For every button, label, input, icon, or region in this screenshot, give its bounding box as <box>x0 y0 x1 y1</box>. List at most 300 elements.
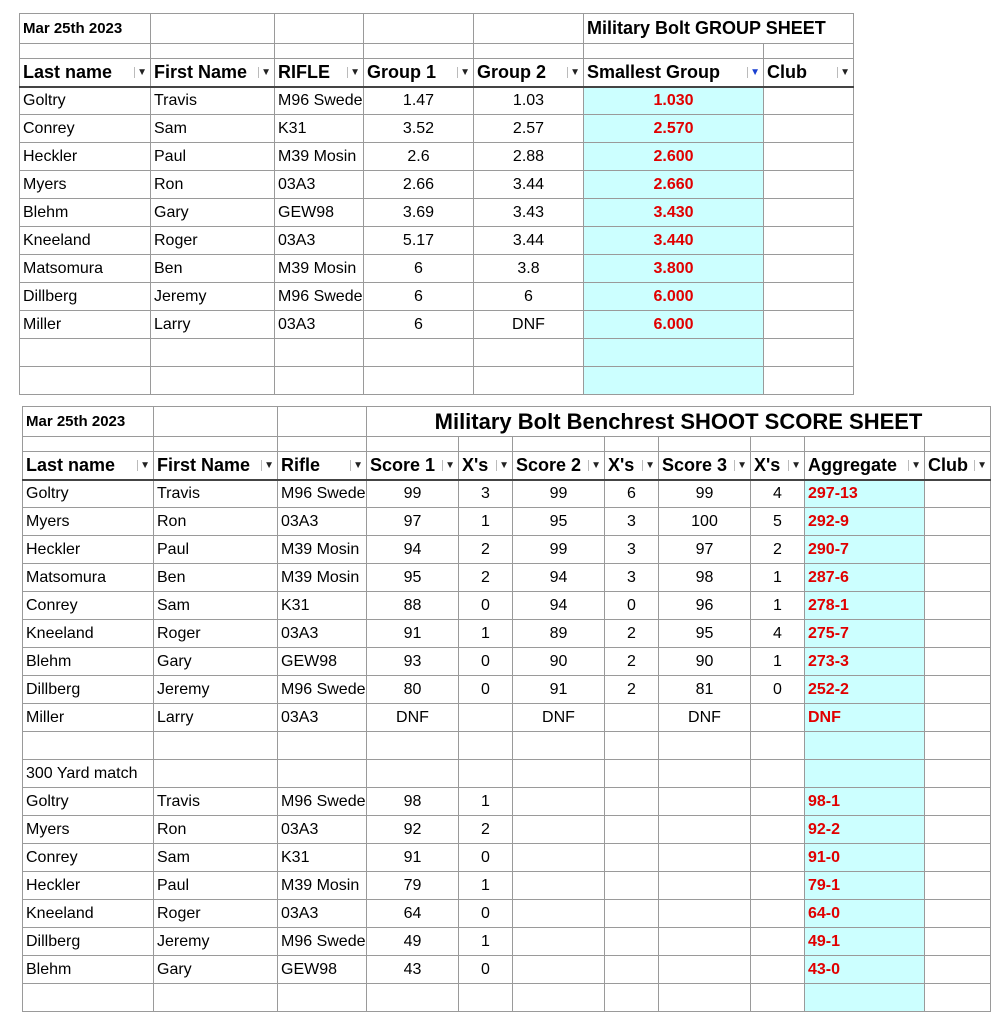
score-1-cell[interactable]: 49 <box>367 928 459 956</box>
filter-dropdown-icon[interactable]: ▼ <box>974 460 987 471</box>
x-1-cell[interactable]: 0 <box>459 592 513 620</box>
filter-dropdown-icon[interactable]: ▼ <box>837 67 850 78</box>
column-header-last-name[interactable]: Last name ▼ <box>20 59 151 87</box>
last-name-cell[interactable]: Goltry <box>20 87 151 115</box>
sort-active-dropdown-icon[interactable]: ▼ <box>747 67 760 78</box>
empty-cell[interactable] <box>925 956 991 984</box>
smallest-group-cell[interactable]: 6.000 <box>584 311 764 339</box>
group-1-cell[interactable]: 6 <box>364 311 474 339</box>
empty-cell[interactable] <box>805 984 925 1012</box>
empty-cell[interactable] <box>154 760 278 788</box>
last-name-cell[interactable]: Myers <box>20 171 151 199</box>
club-cell[interactable] <box>925 648 991 676</box>
aggregate-cell[interactable]: 43-0 <box>805 956 925 984</box>
aggregate-cell[interactable]: 252-2 <box>805 676 925 704</box>
first-name-cell[interactable]: Ben <box>151 255 275 283</box>
empty-cell[interactable] <box>513 732 605 760</box>
first-name-cell[interactable]: Gary <box>154 956 278 984</box>
group-2-cell[interactable]: 3.43 <box>474 199 584 227</box>
last-name-cell[interactable]: Myers <box>23 508 154 536</box>
rifle-cell[interactable]: M96 Swede <box>278 788 367 816</box>
group-2-cell[interactable]: 6 <box>474 283 584 311</box>
x-1-cell[interactable]: 1 <box>459 620 513 648</box>
last-name-cell[interactable]: Blehm <box>23 648 154 676</box>
score-3-cell[interactable]: 81 <box>659 676 751 704</box>
club-cell[interactable] <box>925 620 991 648</box>
aggregate-cell[interactable]: 98-1 <box>805 788 925 816</box>
empty-cell[interactable] <box>605 900 659 928</box>
empty-cell[interactable] <box>659 732 751 760</box>
group-1-cell[interactable]: 3.52 <box>364 115 474 143</box>
first-name-cell[interactable]: Ben <box>154 564 278 592</box>
empty-cell[interactable] <box>659 816 751 844</box>
empty-cell[interactable] <box>751 900 805 928</box>
empty-cell[interactable] <box>364 339 474 367</box>
score-3-cell[interactable]: 98 <box>659 564 751 592</box>
rifle-cell[interactable]: K31 <box>278 592 367 620</box>
last-name-cell[interactable]: Blehm <box>20 199 151 227</box>
empty-cell[interactable] <box>659 900 751 928</box>
score-1-cell[interactable]: 80 <box>367 676 459 704</box>
empty-cell[interactable] <box>151 367 275 395</box>
club-cell[interactable] <box>764 311 854 339</box>
x-1-cell[interactable]: 3 <box>459 480 513 508</box>
smallest-group-cell[interactable]: 6.000 <box>584 283 764 311</box>
empty-cell[interactable] <box>23 732 154 760</box>
filter-dropdown-icon[interactable]: ▼ <box>258 67 271 78</box>
empty-cell[interactable] <box>364 367 474 395</box>
empty-cell[interactable] <box>474 339 584 367</box>
group-1-cell[interactable]: 5.17 <box>364 227 474 255</box>
first-name-cell[interactable]: Larry <box>154 704 278 732</box>
empty-cell[interactable] <box>20 339 151 367</box>
last-name-cell[interactable]: Heckler <box>20 143 151 171</box>
score-1-cell[interactable]: 95 <box>367 564 459 592</box>
column-header-rifle[interactable]: Rifle ▼ <box>278 452 367 480</box>
group-2-cell[interactable]: 3.8 <box>474 255 584 283</box>
filter-dropdown-icon[interactable]: ▼ <box>567 67 580 78</box>
score-2-cell[interactable]: DNF <box>513 704 605 732</box>
group-1-cell[interactable]: 6 <box>364 255 474 283</box>
score-2-cell[interactable]: 89 <box>513 620 605 648</box>
score-1-cell[interactable]: 91 <box>367 844 459 872</box>
first-name-cell[interactable]: Paul <box>154 872 278 900</box>
score-1-cell[interactable]: 93 <box>367 648 459 676</box>
column-header-score-1[interactable]: Score 1 ▼ <box>367 452 459 480</box>
empty-cell[interactable] <box>20 367 151 395</box>
rifle-cell[interactable]: M39 Mosin <box>278 564 367 592</box>
filter-dropdown-icon[interactable]: ▼ <box>442 460 455 471</box>
empty-cell[interactable] <box>474 367 584 395</box>
last-name-cell[interactable]: Miller <box>23 704 154 732</box>
score-1-cell[interactable]: 64 <box>367 900 459 928</box>
x-1-cell[interactable]: 0 <box>459 676 513 704</box>
empty-cell[interactable] <box>764 339 854 367</box>
x-3-cell[interactable] <box>751 704 805 732</box>
empty-cell[interactable] <box>513 760 605 788</box>
x-1-cell[interactable]: 1 <box>459 508 513 536</box>
empty-cell[interactable] <box>275 339 364 367</box>
last-name-cell[interactable]: Heckler <box>23 872 154 900</box>
rifle-cell[interactable]: M39 Mosin <box>275 255 364 283</box>
first-name-cell[interactable]: Gary <box>151 199 275 227</box>
last-name-cell[interactable]: Kneeland <box>23 900 154 928</box>
x-2-cell[interactable]: 2 <box>605 648 659 676</box>
aggregate-cell[interactable]: 275-7 <box>805 620 925 648</box>
empty-cell[interactable] <box>751 984 805 1012</box>
x-1-cell[interactable]: 1 <box>459 872 513 900</box>
club-cell[interactable] <box>764 199 854 227</box>
first-name-cell[interactable]: Sam <box>154 844 278 872</box>
score-1-cell[interactable]: 91 <box>367 620 459 648</box>
empty-cell[interactable] <box>925 984 991 1012</box>
score-2-cell[interactable]: 99 <box>513 536 605 564</box>
empty-cell[interactable] <box>367 760 459 788</box>
group-1-cell[interactable]: 6 <box>364 283 474 311</box>
score-3-cell[interactable]: 97 <box>659 536 751 564</box>
club-cell[interactable] <box>925 592 991 620</box>
x-1-cell[interactable]: 0 <box>459 900 513 928</box>
empty-cell[interactable] <box>659 844 751 872</box>
club-cell[interactable] <box>764 255 854 283</box>
smallest-group-cell[interactable]: 2.600 <box>584 143 764 171</box>
x-3-cell[interactable]: 2 <box>751 536 805 564</box>
column-header-first-name[interactable]: First Name ▼ <box>154 452 278 480</box>
last-name-cell[interactable]: Conrey <box>23 844 154 872</box>
score-3-cell[interactable]: 90 <box>659 648 751 676</box>
empty-cell[interactable] <box>659 788 751 816</box>
x-1-cell[interactable]: 0 <box>459 844 513 872</box>
rifle-cell[interactable]: M96 Swede <box>278 928 367 956</box>
score-1-cell[interactable]: DNF <box>367 704 459 732</box>
empty-cell[interactable] <box>925 816 991 844</box>
empty-cell[interactable] <box>513 788 605 816</box>
empty-cell[interactable] <box>513 928 605 956</box>
empty-cell[interactable] <box>605 788 659 816</box>
group-2-cell[interactable]: 3.44 <box>474 227 584 255</box>
empty-cell[interactable] <box>805 732 925 760</box>
empty-cell[interactable] <box>151 339 275 367</box>
club-cell[interactable] <box>925 704 991 732</box>
club-cell[interactable] <box>925 676 991 704</box>
club-cell[interactable] <box>925 564 991 592</box>
empty-cell[interactable] <box>751 760 805 788</box>
column-header-group-2[interactable]: Group 2 ▼ <box>474 59 584 87</box>
empty-cell[interactable] <box>805 760 925 788</box>
empty-cell[interactable] <box>605 816 659 844</box>
club-cell[interactable] <box>764 283 854 311</box>
first-name-cell[interactable]: Gary <box>154 648 278 676</box>
group-2-cell[interactable]: 2.88 <box>474 143 584 171</box>
empty-cell[interactable] <box>605 956 659 984</box>
score-1-cell[interactable]: 94 <box>367 536 459 564</box>
filter-dropdown-icon[interactable]: ▼ <box>496 460 509 471</box>
empty-cell[interactable] <box>659 872 751 900</box>
column-header-score-2[interactable]: Score 2 ▼ <box>513 452 605 480</box>
empty-cell[interactable] <box>605 928 659 956</box>
score-3-cell[interactable]: 95 <box>659 620 751 648</box>
empty-cell[interactable] <box>751 732 805 760</box>
rifle-cell[interactable]: M39 Mosin <box>278 536 367 564</box>
empty-cell[interactable] <box>605 984 659 1012</box>
x-3-cell[interactable]: 4 <box>751 480 805 508</box>
empty-cell[interactable] <box>459 732 513 760</box>
score-1-cell[interactable]: 98 <box>367 788 459 816</box>
rifle-cell[interactable]: 03A3 <box>278 704 367 732</box>
score-3-cell[interactable]: 99 <box>659 480 751 508</box>
column-header-rifle[interactable]: RIFLE ▼ <box>275 59 364 87</box>
aggregate-cell[interactable]: 273-3 <box>805 648 925 676</box>
first-name-cell[interactable]: Ron <box>151 171 275 199</box>
score-3-cell[interactable]: 100 <box>659 508 751 536</box>
rifle-cell[interactable]: GEW98 <box>275 199 364 227</box>
aggregate-cell[interactable]: 64-0 <box>805 900 925 928</box>
first-name-cell[interactable]: Jeremy <box>154 928 278 956</box>
empty-cell[interactable] <box>751 928 805 956</box>
empty-cell[interactable] <box>459 984 513 1012</box>
last-name-cell[interactable]: Myers <box>23 816 154 844</box>
score-1-cell[interactable]: 43 <box>367 956 459 984</box>
x-2-cell[interactable] <box>605 704 659 732</box>
column-header-first-name[interactable]: First Name ▼ <box>151 59 275 87</box>
column-header-last-name[interactable]: Last name ▼ <box>23 452 154 480</box>
score-3-cell[interactable]: 96 <box>659 592 751 620</box>
last-name-cell[interactable]: Miller <box>20 311 151 339</box>
score-2-cell[interactable]: 94 <box>513 564 605 592</box>
empty-cell[interactable] <box>659 928 751 956</box>
empty-cell[interactable] <box>605 732 659 760</box>
empty-cell[interactable] <box>751 816 805 844</box>
filter-dropdown-icon[interactable]: ▼ <box>588 460 601 471</box>
column-header-club[interactable]: Club ▼ <box>925 452 991 480</box>
x-3-cell[interactable]: 1 <box>751 564 805 592</box>
x-3-cell[interactable]: 4 <box>751 620 805 648</box>
first-name-cell[interactable]: Paul <box>151 143 275 171</box>
aggregate-cell[interactable]: 79-1 <box>805 872 925 900</box>
rifle-cell[interactable]: K31 <box>278 844 367 872</box>
rifle-cell[interactable]: K31 <box>275 115 364 143</box>
empty-cell[interactable] <box>367 732 459 760</box>
club-cell[interactable] <box>925 480 991 508</box>
club-cell[interactable] <box>764 87 854 115</box>
group-2-cell[interactable]: 3.44 <box>474 171 584 199</box>
x-1-cell[interactable]: 0 <box>459 956 513 984</box>
x-1-cell[interactable]: 1 <box>459 788 513 816</box>
empty-cell[interactable] <box>367 984 459 1012</box>
empty-cell[interactable] <box>513 872 605 900</box>
club-cell[interactable] <box>764 227 854 255</box>
score-1-cell[interactable]: 79 <box>367 872 459 900</box>
first-name-cell[interactable]: Travis <box>154 480 278 508</box>
rifle-cell[interactable]: M39 Mosin <box>278 872 367 900</box>
club-cell[interactable] <box>764 171 854 199</box>
empty-cell[interactable] <box>23 984 154 1012</box>
rifle-cell[interactable]: 03A3 <box>278 508 367 536</box>
empty-cell[interactable] <box>513 844 605 872</box>
club-cell[interactable] <box>925 536 991 564</box>
group-2-cell[interactable]: 2.57 <box>474 115 584 143</box>
x-1-cell[interactable]: 2 <box>459 816 513 844</box>
first-name-cell[interactable]: Roger <box>154 900 278 928</box>
empty-cell[interactable] <box>513 956 605 984</box>
x-3-cell[interactable]: 5 <box>751 508 805 536</box>
first-name-cell[interactable]: Paul <box>154 536 278 564</box>
group-1-cell[interactable]: 2.66 <box>364 171 474 199</box>
empty-cell[interactable] <box>764 367 854 395</box>
last-name-cell[interactable]: Heckler <box>23 536 154 564</box>
column-header-x-1[interactable]: X's ▼ <box>459 452 513 480</box>
column-header-group-1[interactable]: Group 1 ▼ <box>364 59 474 87</box>
score-3-cell[interactable]: DNF <box>659 704 751 732</box>
filter-dropdown-icon[interactable]: ▼ <box>908 460 921 471</box>
last-name-cell[interactable]: Goltry <box>23 788 154 816</box>
first-name-cell[interactable]: Jeremy <box>154 676 278 704</box>
empty-cell[interactable] <box>751 788 805 816</box>
last-name-cell[interactable]: Conrey <box>23 592 154 620</box>
aggregate-cell[interactable]: 49-1 <box>805 928 925 956</box>
last-name-cell[interactable]: Blehm <box>23 956 154 984</box>
empty-cell[interactable] <box>513 816 605 844</box>
x-2-cell[interactable]: 2 <box>605 676 659 704</box>
aggregate-cell[interactable]: 92-2 <box>805 816 925 844</box>
empty-cell[interactable] <box>605 872 659 900</box>
x-3-cell[interactable]: 1 <box>751 592 805 620</box>
empty-cell[interactable] <box>605 760 659 788</box>
rifle-cell[interactable]: 03A3 <box>278 620 367 648</box>
empty-cell[interactable] <box>925 844 991 872</box>
empty-cell[interactable] <box>925 928 991 956</box>
empty-cell[interactable] <box>459 760 513 788</box>
club-cell[interactable] <box>925 508 991 536</box>
x-3-cell[interactable]: 0 <box>751 676 805 704</box>
score-1-cell[interactable]: 88 <box>367 592 459 620</box>
rifle-cell[interactable]: 03A3 <box>275 171 364 199</box>
rifle-cell[interactable]: M96 Swede <box>278 676 367 704</box>
empty-cell[interactable] <box>584 367 764 395</box>
filter-dropdown-icon[interactable]: ▼ <box>734 460 747 471</box>
score-1-cell[interactable]: 99 <box>367 480 459 508</box>
aggregate-cell[interactable]: 287-6 <box>805 564 925 592</box>
first-name-cell[interactable]: Ron <box>154 508 278 536</box>
x-2-cell[interactable]: 3 <box>605 536 659 564</box>
aggregate-cell[interactable]: 290-7 <box>805 536 925 564</box>
empty-cell[interactable] <box>154 732 278 760</box>
empty-cell[interactable] <box>278 760 367 788</box>
club-cell[interactable] <box>764 115 854 143</box>
last-name-cell[interactable]: Goltry <box>23 480 154 508</box>
empty-cell[interactable] <box>278 984 367 1012</box>
x-2-cell[interactable]: 2 <box>605 620 659 648</box>
rifle-cell[interactable]: M96 Swede <box>278 480 367 508</box>
first-name-cell[interactable]: Roger <box>151 227 275 255</box>
aggregate-cell[interactable]: 292-9 <box>805 508 925 536</box>
empty-cell[interactable] <box>275 367 364 395</box>
column-header-aggregate[interactable]: Aggregate ▼ <box>805 452 925 480</box>
rifle-cell[interactable]: 03A3 <box>275 311 364 339</box>
empty-cell[interactable] <box>278 732 367 760</box>
score-2-cell[interactable]: 94 <box>513 592 605 620</box>
rifle-cell[interactable]: GEW98 <box>278 956 367 984</box>
rifle-cell[interactable]: M96 Swede <box>275 87 364 115</box>
empty-cell[interactable] <box>925 900 991 928</box>
group-1-cell[interactable]: 2.6 <box>364 143 474 171</box>
score-1-cell[interactable]: 92 <box>367 816 459 844</box>
empty-cell[interactable] <box>925 788 991 816</box>
smallest-group-cell[interactable]: 3.800 <box>584 255 764 283</box>
first-name-cell[interactable]: Larry <box>151 311 275 339</box>
smallest-group-cell[interactable]: 3.430 <box>584 199 764 227</box>
x-2-cell[interactable]: 3 <box>605 508 659 536</box>
last-name-cell[interactable]: Kneeland <box>23 620 154 648</box>
aggregate-cell[interactable]: 91-0 <box>805 844 925 872</box>
rifle-cell[interactable]: 03A3 <box>278 816 367 844</box>
score-2-cell[interactable]: 99 <box>513 480 605 508</box>
rifle-cell[interactable]: M39 Mosin <box>275 143 364 171</box>
empty-cell[interactable] <box>513 900 605 928</box>
x-1-cell[interactable]: 0 <box>459 648 513 676</box>
first-name-cell[interactable]: Jeremy <box>151 283 275 311</box>
rifle-cell[interactable]: M96 Swede <box>275 283 364 311</box>
x-1-cell[interactable]: 2 <box>459 564 513 592</box>
filter-dropdown-icon[interactable]: ▼ <box>261 460 274 471</box>
filter-dropdown-icon[interactable]: ▼ <box>788 460 801 471</box>
smallest-group-cell[interactable]: 1.030 <box>584 87 764 115</box>
column-header-x-3[interactable]: X's ▼ <box>751 452 805 480</box>
smallest-group-cell[interactable]: 2.660 <box>584 171 764 199</box>
group-1-cell[interactable]: 1.47 <box>364 87 474 115</box>
empty-cell[interactable] <box>751 844 805 872</box>
filter-dropdown-icon[interactable]: ▼ <box>350 460 363 471</box>
column-header-club[interactable]: Club ▼ <box>764 59 854 87</box>
filter-dropdown-icon[interactable]: ▼ <box>347 67 360 78</box>
x-2-cell[interactable]: 0 <box>605 592 659 620</box>
smallest-group-cell[interactable]: 3.440 <box>584 227 764 255</box>
rifle-cell[interactable]: 03A3 <box>278 900 367 928</box>
column-header-smallest-group[interactable]: Smallest Group ▼ <box>584 59 764 87</box>
x-3-cell[interactable]: 1 <box>751 648 805 676</box>
filter-dropdown-icon[interactable]: ▼ <box>134 67 147 78</box>
first-name-cell[interactable]: Sam <box>151 115 275 143</box>
first-name-cell[interactable]: Ron <box>154 816 278 844</box>
first-name-cell[interactable]: Travis <box>151 87 275 115</box>
filter-dropdown-icon[interactable]: ▼ <box>137 460 150 471</box>
last-name-cell[interactable]: Dillberg <box>23 676 154 704</box>
last-name-cell[interactable]: Matsomura <box>20 255 151 283</box>
score-2-cell[interactable]: 90 <box>513 648 605 676</box>
last-name-cell[interactable]: Dillberg <box>20 283 151 311</box>
empty-cell[interactable] <box>584 339 764 367</box>
empty-cell[interactable] <box>154 984 278 1012</box>
x-1-cell[interactable] <box>459 704 513 732</box>
rifle-cell[interactable]: GEW98 <box>278 648 367 676</box>
first-name-cell[interactable]: Travis <box>154 788 278 816</box>
last-name-cell[interactable]: Dillberg <box>23 928 154 956</box>
aggregate-cell[interactable]: DNF <box>805 704 925 732</box>
empty-cell[interactable] <box>925 732 991 760</box>
group-2-cell[interactable]: DNF <box>474 311 584 339</box>
x-1-cell[interactable]: 2 <box>459 536 513 564</box>
rifle-cell[interactable]: 03A3 <box>275 227 364 255</box>
x-2-cell[interactable]: 3 <box>605 564 659 592</box>
empty-cell[interactable] <box>605 844 659 872</box>
score-2-cell[interactable]: 95 <box>513 508 605 536</box>
club-cell[interactable] <box>764 143 854 171</box>
filter-dropdown-icon[interactable]: ▼ <box>642 460 655 471</box>
first-name-cell[interactable]: Roger <box>154 620 278 648</box>
x-2-cell[interactable]: 6 <box>605 480 659 508</box>
empty-cell[interactable] <box>659 760 751 788</box>
x-1-cell[interactable]: 1 <box>459 928 513 956</box>
